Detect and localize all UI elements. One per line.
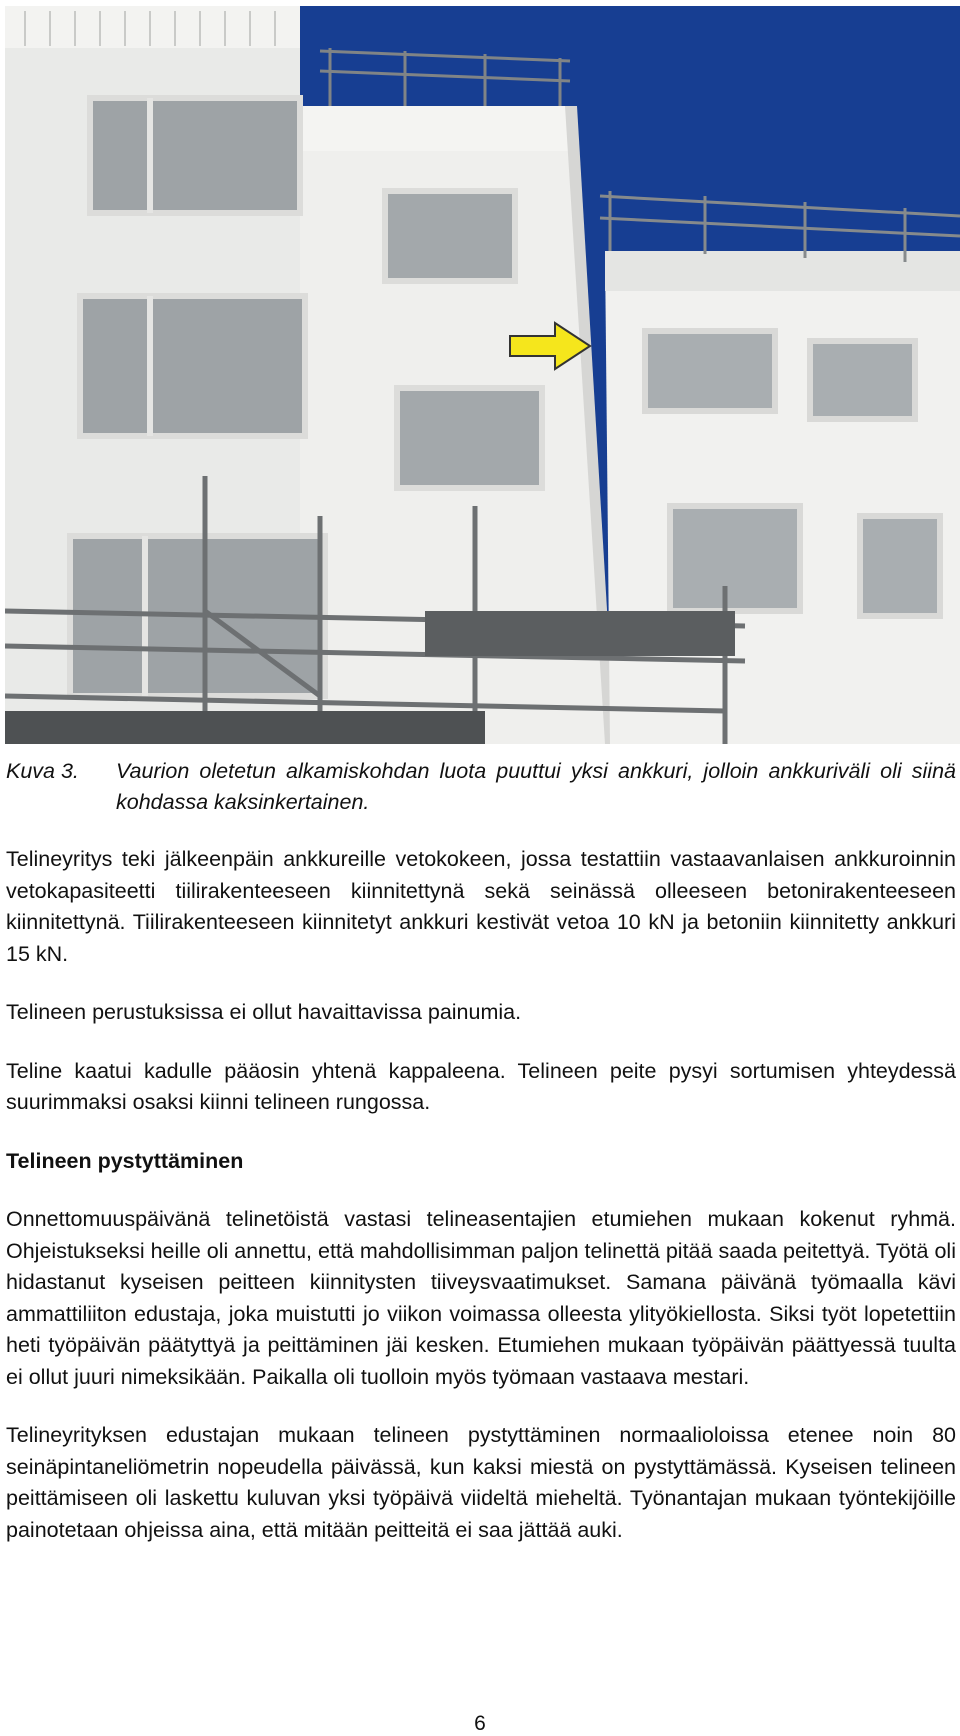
figure-label: Kuva 3. <box>6 759 79 783</box>
building-photo <box>5 6 960 744</box>
paragraph: Telineen perustuksissa ei ollut havaittavissa painumia. <box>6 1000 522 1024</box>
paragraph: Teline kaatui kadulle pääosin yhtenä kappaleena. Telineen peite pysyi sortumisen yhteydessä suurimmaksi osaksi kiinni telineen rungossa. <box>6 1058 956 1114</box>
figure-caption <box>6 756 956 818</box>
document-body <box>6 844 956 1573</box>
page-number: 6 <box>474 1712 486 1735</box>
figure-caption-text: Vaurion oletetun alkamiskohdan luota puuttui yksi ankkuri, jolloin ankkuriväli oli siinä kohdassa kaksinkertainen. <box>116 759 956 814</box>
paragraph: Telineyritys teki jälkeenpäin ankkureille vetokokeen, jossa testattiin vastaavanlaisen ankkuroinnin vetokapasiteetti tiilirakenteeseen kiinnitettynä sekä seinässä olleeseen betonirakenteeseen kiinnitettynä. Tiilirakenteeseen kiinnitetyt ankkuri kestivät vetoa 10 kN ja betoniin kiinnitetty ankkuri 15 kN. <box>6 847 956 966</box>
paragraph: Onnettomuuspäivänä telinetöistä vastasi telineasentajien etumiehen mukaan kokenut ryhmä. Ohjeistukseksi heille oli annettu, että mahdollisimman paljon telinettä pitää saada peitettyä. Työtä oli hidastanut kyseisen peitteen kiinnitysten tiiveysvaatimukset. Samana päivänä työmaalla kävi ammattiliiton edustaja, joka muistutti jo viikon voimassa olleesta ylityökiellosta. Siksi työt lopetettiin heti työpäivän päätyttyä ja peittäminen jäi kesken. Etumiehen mukaan työpäivän päättyessä tuulta ei ollut juuri nimeksikään. Paikalla oli tuolloin myös työmaan vastaava mestari. <box>6 1207 956 1389</box>
paragraph: Telineyrityksen edustajan mukaan telineen pystyttäminen normaalioloissa etenee noin 80 seinäpintaneliömetrin nopeudella päivässä, kun kaksi miestä on pystyttämässä. Kyseisen telineen peittämiseen oli laskettu kuluvan yksi työpäivä viideltä mieheltä. Työnantajan mukaan työntekijöille painotetaan ohjeissa aina, että mitään peitteitä ei saa jättää auki. <box>6 1423 956 1542</box>
section-heading: Telineen pystyttäminen <box>6 1148 244 1173</box>
